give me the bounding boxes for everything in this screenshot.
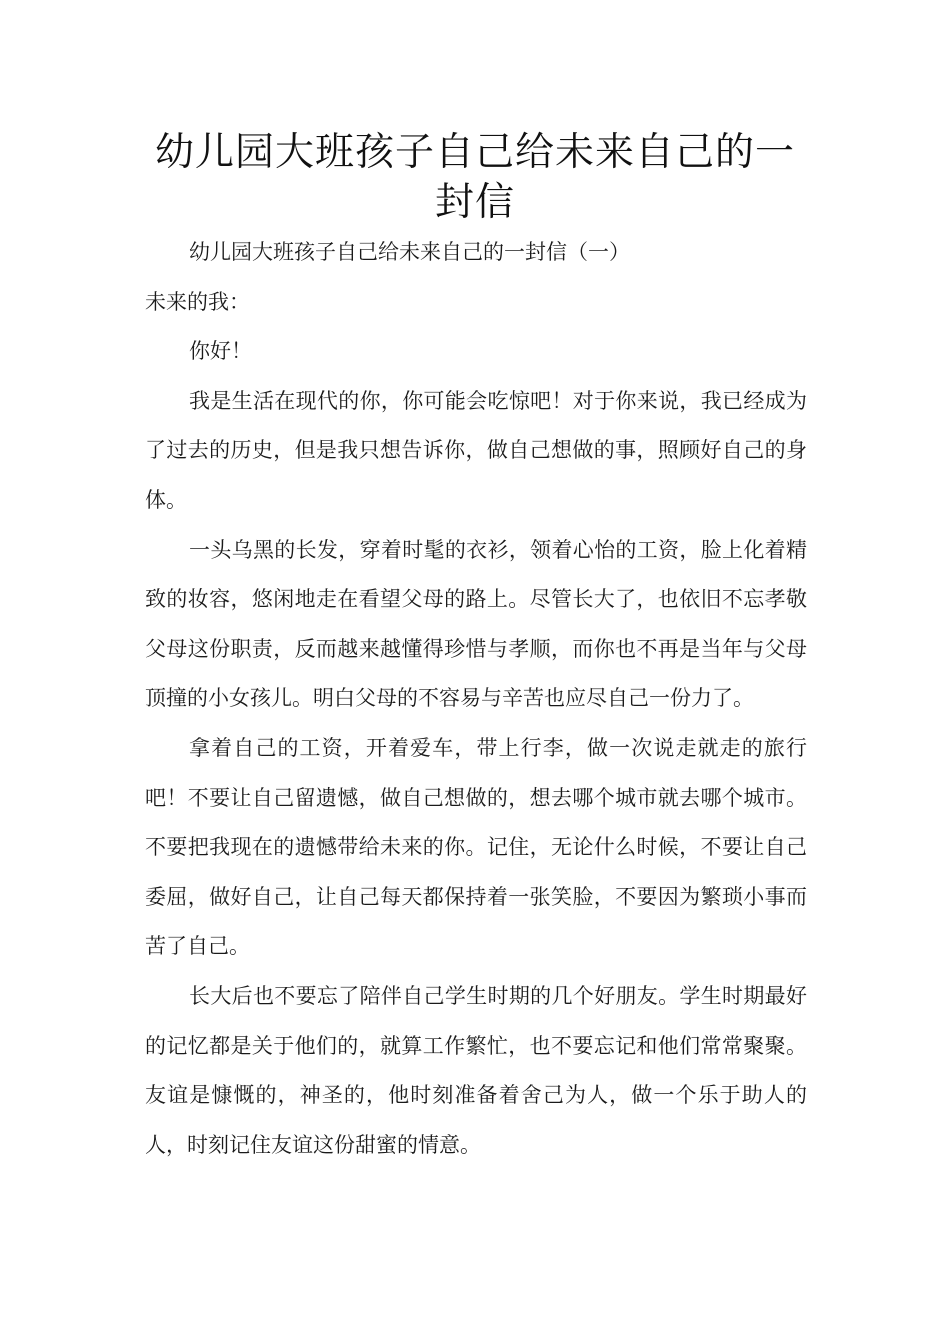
- body-paragraph: 拿着自己的工资，开着爱车，带上行李，做一次说走就走的旅行吧！不要让自己留遗憾，做自己想做的，想去哪个城市就去哪个城市。不要把我现在的遗憾带给未来的你。记住，无论什么时候，不要让自己委屈，做好自己，让自己每天都保持着一张笑脸，不要因为繁琐小事而苦了自己。: [145, 735, 807, 959]
- letter-salutation: 未来的我：: [145, 289, 250, 314]
- document-title: 幼儿园大班孩子自己给未来自己的一封信: [154, 130, 795, 225]
- letter-subtitle: 幼儿园大班孩子自己给未来自己的一封信（一）: [189, 240, 630, 264]
- body-paragraph: 一头乌黑的长发，穿着时髦的衣衫，领着心怡的工资，脸上化着精致的妆容，悠闲地走在看望父母的路上。尽管长大了，也依旧不忘孝敬父母这份职责，反而越来越懂得珍惜与孝顺，而你也不再是当年与父母顶撞的小女孩儿。明白父母的不容易与辛苦也应尽自己一份力了。: [145, 537, 807, 711]
- body-paragraph: 长大后也不要忘了陪伴自己学生时期的几个好朋友。学生时期最好的记忆都是关于他们的，就算工作繁忙，也不要忘记和他们常常聚聚。友谊是慷慨的，神圣的，他时刻准备着舍己为人，做一个乐于助人的人，时刻记住友谊这份甜蜜的情意。: [145, 983, 807, 1157]
- letter-greeting: 你好！: [189, 339, 252, 364]
- document-body: [145, 228, 807, 1170]
- body-paragraph: 我是生活在现代的你，你可能会吃惊吧！对于你来说，我已经成为了过去的历史，但是我只想告诉你，做自己想做的事，照顾好自己的身体。: [145, 388, 807, 512]
